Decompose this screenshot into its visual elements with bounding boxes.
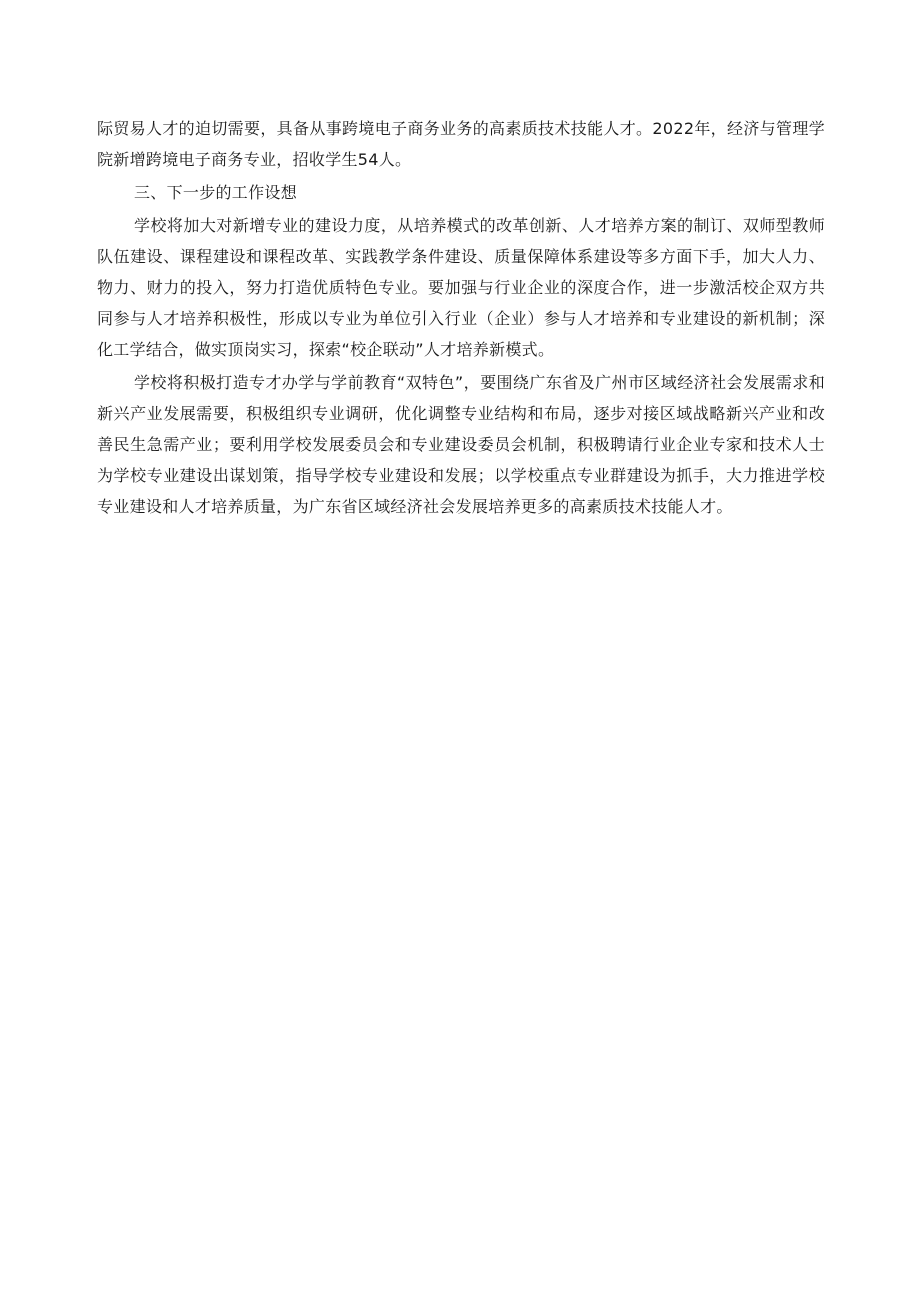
paragraph-construction: 学校将加大对新增专业的建设力度，从培养模式的改革创新、人才培养方案的制订、双师型教师队伍建设、课程建设和课程改革、实践教学条件建设、质量保障体系建设等多方面下手，加大人力、物力、财力的投入，努力打造优质特色专业。要加强与行业企业的深度合作，进一步激活校企双方共同参与人才培养积极性，形成以专业为单位引入行业（企业）参与人才培养和专业建设的新机制；深化工学结合，做实顶岗实习，探索“校企联动”人才培养新模式。	[97, 216, 825, 359]
paragraph-continuation: 际贸易人才的迫切需要，具备从事跨境电子商务业务的高素质技术技能人才。2022年，经济与管理学院新增跨境电子商务专业，招收学生54人。	[97, 119, 825, 169]
paragraph-characteristics: 学校将积极打造专才办学与学前教育“双特色”，要围绕广东省及广州市区域经济社会发展需求和新兴产业发展需要，积极组织专业调研，优化调整专业结构和布局，逐步对接区域战略新兴产业和改善民生急需产业；要利用学校发展委员会和专业建设委员会机制，积极聘请行业企业专家和技术人士为学校专业建设出谋划策，指导学校专业建设和发展；以学校重点专业群建设为抓手，大力推进学校专业建设和人才培养质量，为广东省区域经济社会发展培养更多的高素质技术技能人才。	[97, 373, 825, 516]
document-body	[97, 113, 825, 522]
section-heading: 三、下一步的工作设想	[134, 183, 298, 202]
